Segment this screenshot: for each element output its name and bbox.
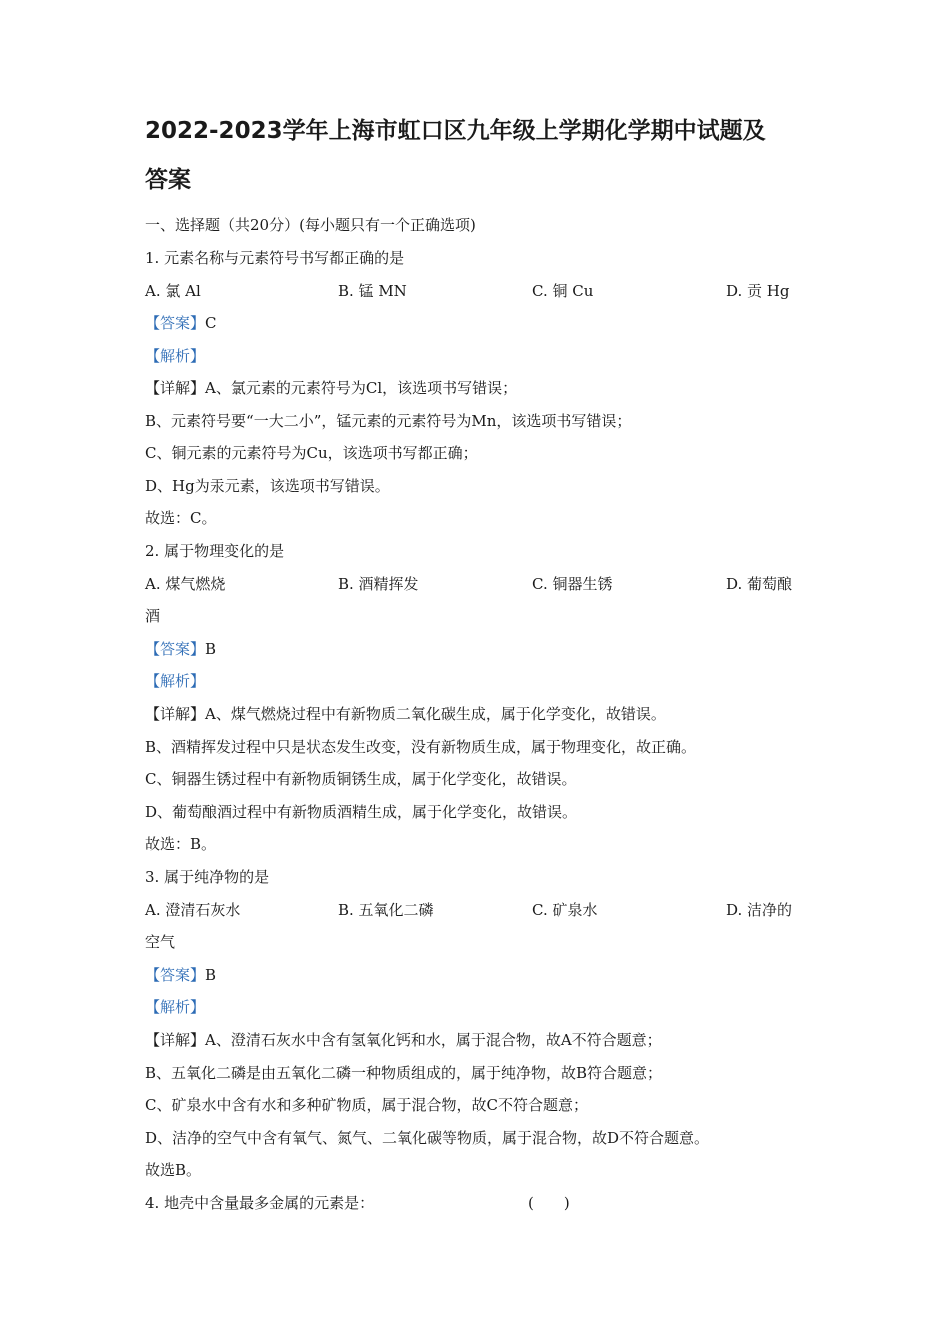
option-a: A. 氯 Al <box>145 282 201 300</box>
conclusion-line: 故选：B。 <box>145 835 217 853</box>
answer-blank: ( ) <box>528 1194 570 1212</box>
detail-line: D、Hg为汞元素，该选项书写错误。 <box>145 477 390 495</box>
answer-value: B <box>205 966 217 984</box>
doc-title-line-1: 2022-2023学年上海市虹口区九年级上学期化学期中试题及 <box>145 118 766 144</box>
analysis-label: 【解析】 <box>145 672 206 690</box>
detail-text: A、煤气燃烧过程中有新物质二氧化碳生成，属于化学变化，故错误。 <box>205 705 666 723</box>
analysis-label: 【解析】 <box>145 998 206 1016</box>
doc-title-line-2: 答案 <box>145 167 191 193</box>
detail-line: B、酒精挥发过程中只是状态发生改变，没有新物质生成，属于物理变化，故正确。 <box>145 738 697 756</box>
detail-label: 【详解】 <box>145 1031 206 1049</box>
detail-line: C、铜元素的元素符号为Cu，该选项书写都正确； <box>145 444 478 462</box>
option-d: D. 洁净的 <box>726 901 793 919</box>
detail-line <box>145 704 666 724</box>
question-stem: 3. 属于纯净物的是 <box>145 868 270 886</box>
option-c: C. 矿泉水 <box>532 901 598 919</box>
detail-line: D、葡萄酿酒过程中有新物质酒精生成，属于化学变化，故错误。 <box>145 803 578 821</box>
option-b: B. 锰 MN <box>338 282 407 300</box>
detail-line: C、矿泉水中含有水和多种矿物质，属于混合物，故C不符合题意； <box>145 1096 588 1114</box>
detail-line: D、洁净的空气中含有氧气、氮气、二氧化碳等物质，属于混合物，故D不符合题意。 <box>145 1129 710 1147</box>
answer-label: 【答案】 <box>145 966 206 984</box>
option-d: D. 贡 Hg <box>726 282 790 300</box>
detail-line <box>145 378 517 398</box>
question-stem: 4. 地壳中含量最多金属的元素是： <box>145 1194 375 1212</box>
option-a: A. 澄清石灰水 <box>145 901 241 919</box>
section-heading: 一、选择题（共20分）(每小题只有一个正确选项) <box>145 216 476 234</box>
answer-line <box>145 313 217 333</box>
option-wrap: 酒 <box>145 607 161 625</box>
analysis-label: 【解析】 <box>145 347 206 365</box>
question-stem: 2. 属于物理变化的是 <box>145 542 285 560</box>
option-d: D. 葡萄酿 <box>726 575 793 593</box>
option-a: A. 煤气燃烧 <box>145 575 226 593</box>
option-c: C. 铜器生锈 <box>532 575 613 593</box>
answer-line <box>145 965 216 985</box>
detail-line: B、五氧化二磷是由五氧化二磷一种物质组成的，属于纯净物，故B符合题意； <box>145 1064 663 1082</box>
answer-label: 【答案】 <box>145 314 206 332</box>
option-wrap: 空气 <box>145 933 176 951</box>
question-stem: 1. 元素名称与元素符号书写都正确的是 <box>145 249 405 267</box>
detail-text: A、氯元素的元素符号为Cl，该选项书写错误； <box>205 379 518 397</box>
answer-value: C <box>205 314 217 332</box>
detail-line: B、元素符号要“一大二小”，锰元素的元素符号为Mn，该选项书写错误； <box>145 412 632 430</box>
conclusion-line: 故选：C。 <box>145 509 217 527</box>
option-b: B. 酒精挥发 <box>338 575 419 593</box>
answer-line <box>145 639 216 659</box>
option-c: C. 铜 Cu <box>532 282 594 300</box>
detail-text: A、澄清石灰水中含有氢氧化钙和水，属于混合物，故A不符合题意； <box>205 1031 662 1049</box>
detail-line <box>145 1030 662 1050</box>
detail-label: 【详解】 <box>145 379 206 397</box>
detail-line: C、铜器生锈过程中有新物质铜锈生成，属于化学变化，故错误。 <box>145 770 577 788</box>
option-b: B. 五氧化二磷 <box>338 901 434 919</box>
conclusion-line: 故选B。 <box>145 1161 202 1179</box>
answer-value: B <box>205 640 217 658</box>
detail-label: 【详解】 <box>145 705 206 723</box>
answer-label: 【答案】 <box>145 640 206 658</box>
